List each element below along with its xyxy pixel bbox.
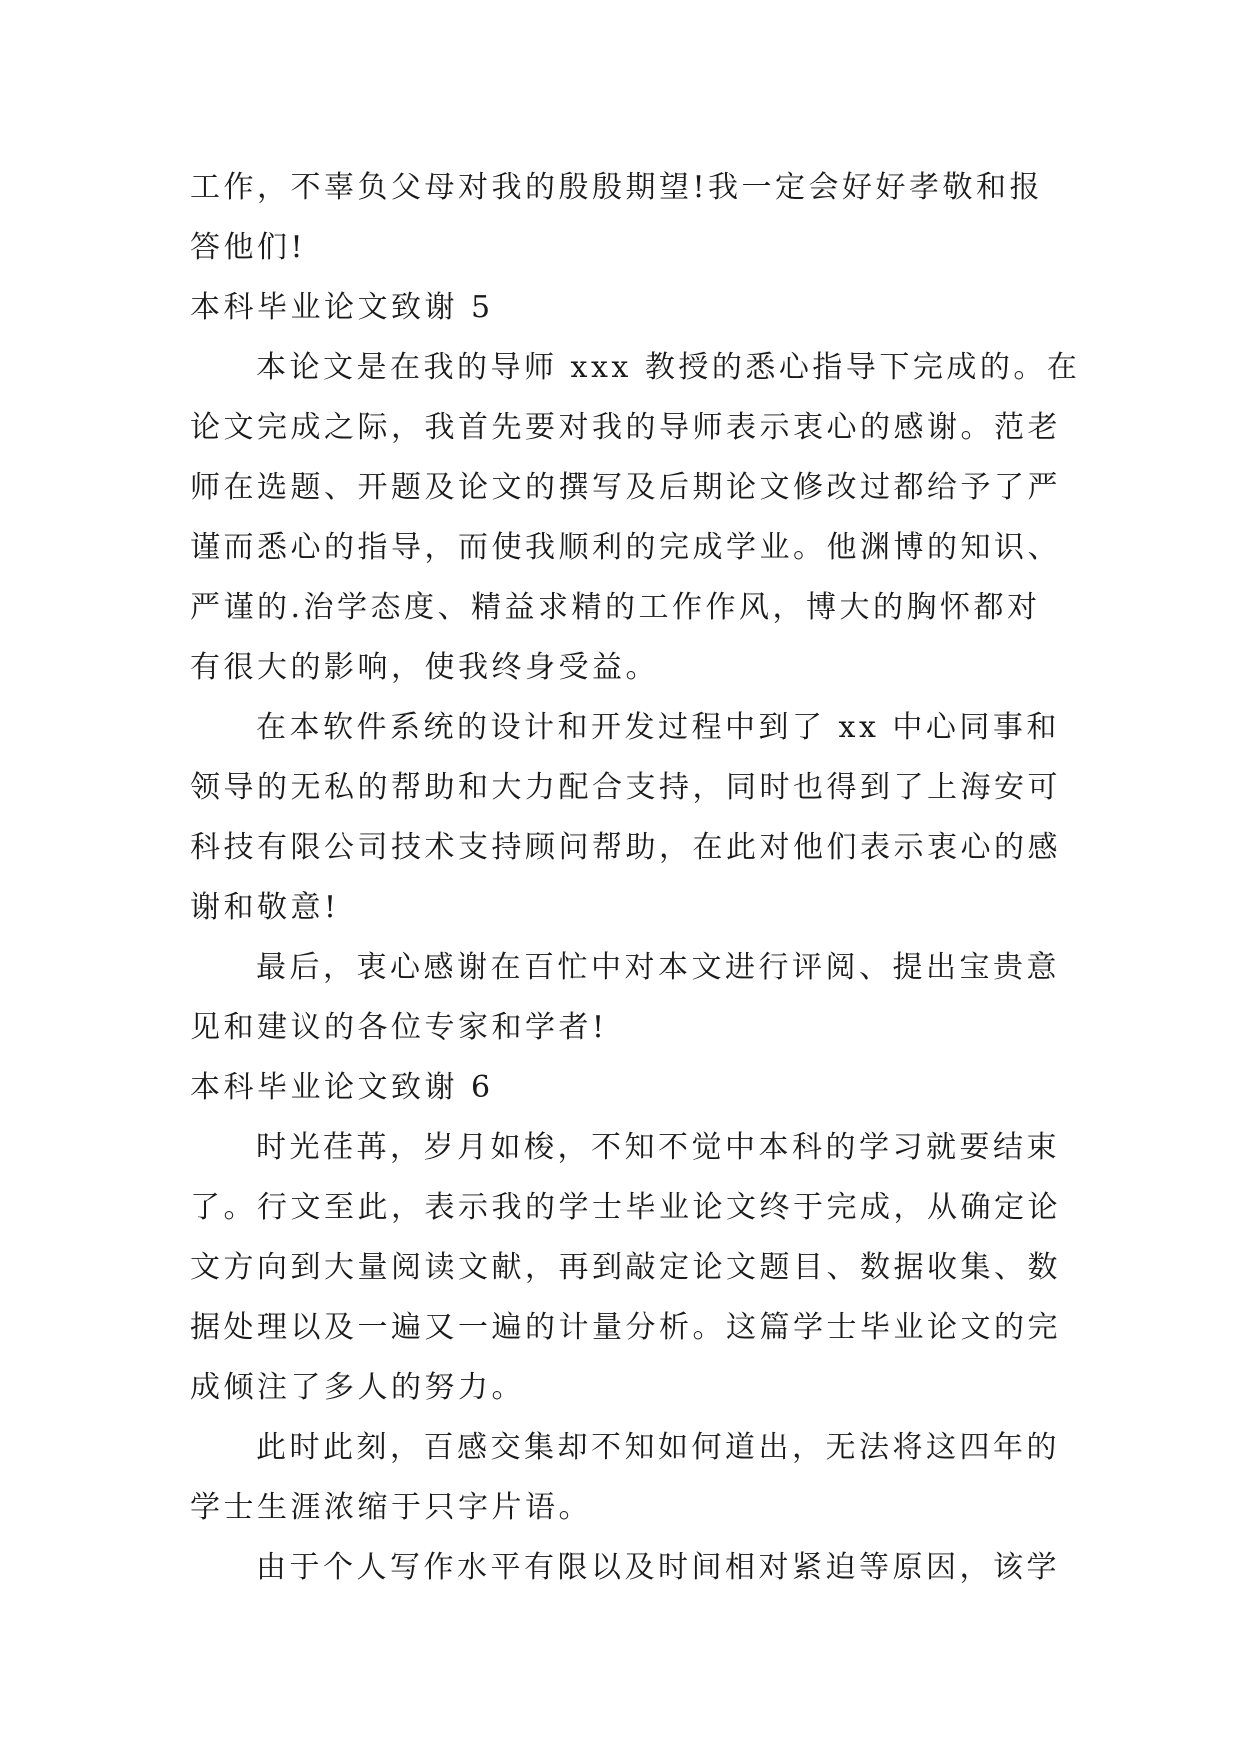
text-line: 严谨的.治学态度、精益求精的工作作风，博大的胸怀都对 [190, 590, 1041, 625]
text-line: 论文完成之际，我首先要对我的导师表示衷心的感谢。范老 [190, 410, 1061, 445]
text-line: 由于个人写作水平有限以及时间相对紧迫等原因，该学 [256, 1550, 1060, 1585]
text-line: 师在选题、开题及论文的撰写及后期论文修改过都给予了严 [190, 470, 1061, 505]
text-line: 据处理以及一遍又一遍的计量分析。这篇学士毕业论文的完 [190, 1310, 1061, 1345]
section-heading: 本科毕业论文致谢 5 [190, 290, 494, 325]
text-line: 学士生涯浓缩于只字片语。 [190, 1490, 592, 1525]
text-line: 领导的无私的帮助和大力配合支持，同时也得到了上海安可 [190, 770, 1061, 805]
text-line: 有很大的影响，使我终身受益。 [190, 650, 659, 685]
document-body [190, 158, 1081, 1598]
text-line: 了。行文至此，表示我的学士毕业论文终于完成，从确定论 [190, 1190, 1061, 1225]
text-line: 最后，衷心感谢在百忙中对本文进行评阅、提出宝贵意 [256, 950, 1060, 985]
text-line: 谢和敬意! [190, 890, 340, 925]
text-line: 谨而悉心的指导，而使我顺利的完成学业。他渊博的知识、 [190, 530, 1061, 565]
text-line: 在本软件系统的设计和开发过程中到了 xx 中心同事和 [256, 710, 1060, 745]
text-line: 此时此刻，百感交集却不知如何道出，无法将这四年的 [256, 1430, 1060, 1465]
text-line: 科技有限公司技术支持顾问帮助，在此对他们表示衷心的感 [190, 830, 1061, 865]
text-line: 文方向到大量阅读文献，再到敲定论文题目、数据收集、数 [190, 1250, 1061, 1285]
text-line: 成倾注了多人的努力。 [190, 1370, 525, 1405]
text-line: 本论文是在我的导师 xxx 教授的悉心指导下完成的。在 [256, 350, 1081, 385]
text-line: 见和建议的各位专家和学者! [190, 1010, 608, 1045]
text-line: 工作，不辜负父母对我的殷殷期望!我一定会好好孝敬和报 [190, 170, 1044, 205]
text-line: 答他们! [190, 230, 307, 265]
section-heading: 本科毕业论文致谢 6 [190, 1070, 494, 1105]
text-line: 时光荏苒，岁月如梭，不知不觉中本科的学习就要结束 [256, 1130, 1060, 1165]
